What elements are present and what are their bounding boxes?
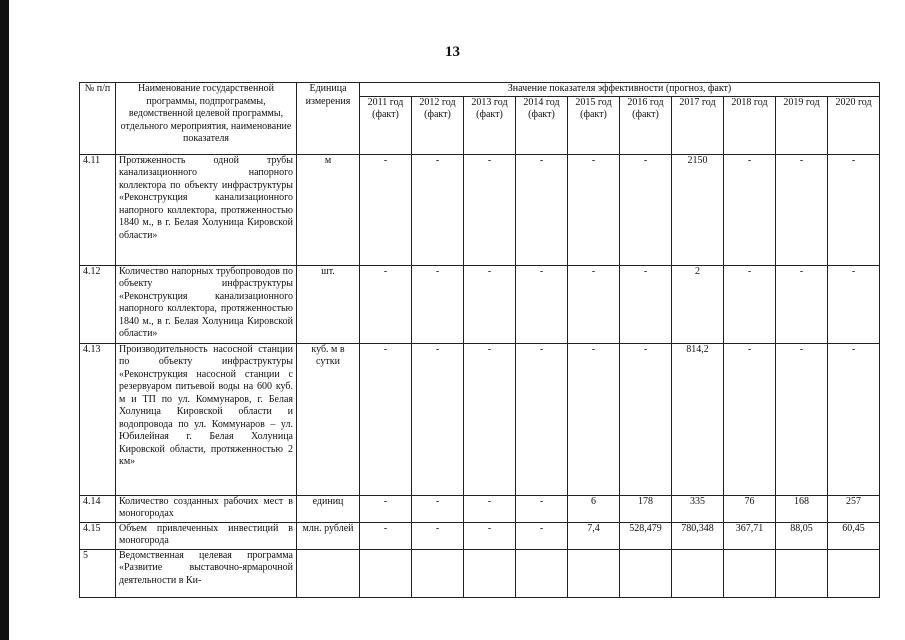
value-cell	[620, 549, 672, 597]
row-number: 4.14	[80, 495, 116, 522]
indicator-name: Объем привлеченных инвестиций в моногорода	[116, 522, 297, 549]
value-cell	[516, 549, 568, 597]
value-cell: -	[516, 343, 568, 495]
value-cell: -	[516, 522, 568, 549]
indicator-name: Количество напорных трубопроводов по объекту инфраструктуры «Реконструкция канализационного напорного коллектора, протяженностью 1840 м., в г. Белая Холуница Кировской области»	[116, 265, 297, 343]
indicator-name: Количество созданных рабочих мест в моногородах	[116, 495, 297, 522]
value-cell	[568, 549, 620, 597]
value-cell	[464, 549, 516, 597]
unit-cell	[297, 549, 360, 597]
value-cell: -	[412, 522, 464, 549]
value-cell: -	[568, 265, 620, 343]
header-year: 2020 год	[828, 96, 880, 154]
value-cell: 335	[672, 495, 724, 522]
header-unit: Единица измерения	[297, 83, 360, 155]
unit-cell: куб. м в сутки	[297, 343, 360, 495]
value-cell: -	[516, 495, 568, 522]
value-cell: -	[776, 154, 828, 265]
header-year: 2011 год (факт)	[360, 96, 412, 154]
row-number: 4.13	[80, 343, 116, 495]
value-cell: -	[464, 154, 516, 265]
unit-cell: млн. рублей	[297, 522, 360, 549]
unit-cell: шт.	[297, 265, 360, 343]
indicator-name: Производительность насосной станции по объекту инфраструктуры «Реконструкция насосной станции с резервуаром питьевой воды на 600 куб. м и ТП по ул. Коммунаров, г. Белая Холуница Кировской области и водопровода по ул. Коммунаров – ул. Юбилейная г. Белая Холуница Кировской области, протяженностью 2 км»	[116, 343, 297, 495]
value-cell: 76	[724, 495, 776, 522]
value-cell: -	[412, 343, 464, 495]
scan-edge-bar	[0, 0, 9, 640]
value-cell: 168	[776, 495, 828, 522]
value-cell: -	[360, 154, 412, 265]
table-row	[80, 522, 880, 549]
value-cell: -	[464, 265, 516, 343]
value-cell: -	[776, 265, 828, 343]
value-cell: 60,45	[828, 522, 880, 549]
table-row	[80, 549, 880, 597]
indicator-name: Протяженность одной трубы канализационного напорного коллектора по объекту инфраструктуры «Реконструкция канализационного напорного коллектора, протяженностью 1840 м., в г. Белая Холуница Кировской области»	[116, 154, 297, 265]
value-cell: -	[412, 265, 464, 343]
indicators-table	[79, 82, 880, 598]
value-cell: 257	[828, 495, 880, 522]
page-number: 13	[445, 44, 460, 60]
value-cell: 88,05	[776, 522, 828, 549]
value-cell: 7,4	[568, 522, 620, 549]
value-cell: 367,71	[724, 522, 776, 549]
value-cell: -	[568, 154, 620, 265]
value-cell: 780,348	[672, 522, 724, 549]
header-group: Значение показателя эффективности (прогноз, факт)	[360, 83, 880, 97]
value-cell: -	[360, 265, 412, 343]
value-cell	[672, 549, 724, 597]
header-year: 2018 год	[724, 96, 776, 154]
value-cell: -	[828, 343, 880, 495]
header-year: 2014 год (факт)	[516, 96, 568, 154]
header-year: 2013 год (факт)	[464, 96, 516, 154]
value-cell: -	[360, 522, 412, 549]
table-row	[80, 495, 880, 522]
value-cell	[360, 549, 412, 597]
value-cell: 178	[620, 495, 672, 522]
header-name: Наименование государственной программы, подпрограммы, ведомственной целевой программы, отдельного мероприятия, наименование показателя	[116, 83, 297, 155]
value-cell: -	[516, 265, 568, 343]
value-cell: -	[516, 154, 568, 265]
header-year: 2012 год (факт)	[412, 96, 464, 154]
value-cell	[828, 549, 880, 597]
value-cell: -	[724, 343, 776, 495]
value-cell	[776, 549, 828, 597]
table-row	[80, 154, 880, 265]
value-cell: -	[412, 495, 464, 522]
row-number: 4.12	[80, 265, 116, 343]
value-cell: 528,479	[620, 522, 672, 549]
value-cell: -	[828, 154, 880, 265]
table-row	[80, 343, 880, 495]
value-cell: -	[568, 343, 620, 495]
value-cell	[724, 549, 776, 597]
header-year: 2017 год	[672, 96, 724, 154]
unit-cell: м	[297, 154, 360, 265]
header-year: 2015 год (факт)	[568, 96, 620, 154]
value-cell: -	[620, 265, 672, 343]
value-cell: -	[620, 154, 672, 265]
value-cell: -	[360, 495, 412, 522]
value-cell: 2	[672, 265, 724, 343]
value-cell: -	[464, 343, 516, 495]
value-cell: -	[412, 154, 464, 265]
header-year: 2016 год (факт)	[620, 96, 672, 154]
header-year: 2019 год	[776, 96, 828, 154]
indicator-name: Ведомственная целевая программа «Развитие выставочно-ярмарочной деятельности в Ки-	[116, 549, 297, 597]
value-cell: 6	[568, 495, 620, 522]
header-num: № п/п	[80, 83, 116, 155]
unit-cell: единиц	[297, 495, 360, 522]
table-row	[80, 265, 880, 343]
value-cell: -	[724, 265, 776, 343]
value-cell: -	[828, 265, 880, 343]
row-number: 4.11	[80, 154, 116, 265]
row-number: 5	[80, 549, 116, 597]
value-cell	[412, 549, 464, 597]
value-cell: 2150	[672, 154, 724, 265]
value-cell: -	[464, 522, 516, 549]
value-cell: -	[724, 154, 776, 265]
row-number: 4.15	[80, 522, 116, 549]
value-cell: -	[620, 343, 672, 495]
value-cell: -	[464, 495, 516, 522]
value-cell: -	[360, 343, 412, 495]
value-cell: 814,2	[672, 343, 724, 495]
value-cell: -	[776, 343, 828, 495]
